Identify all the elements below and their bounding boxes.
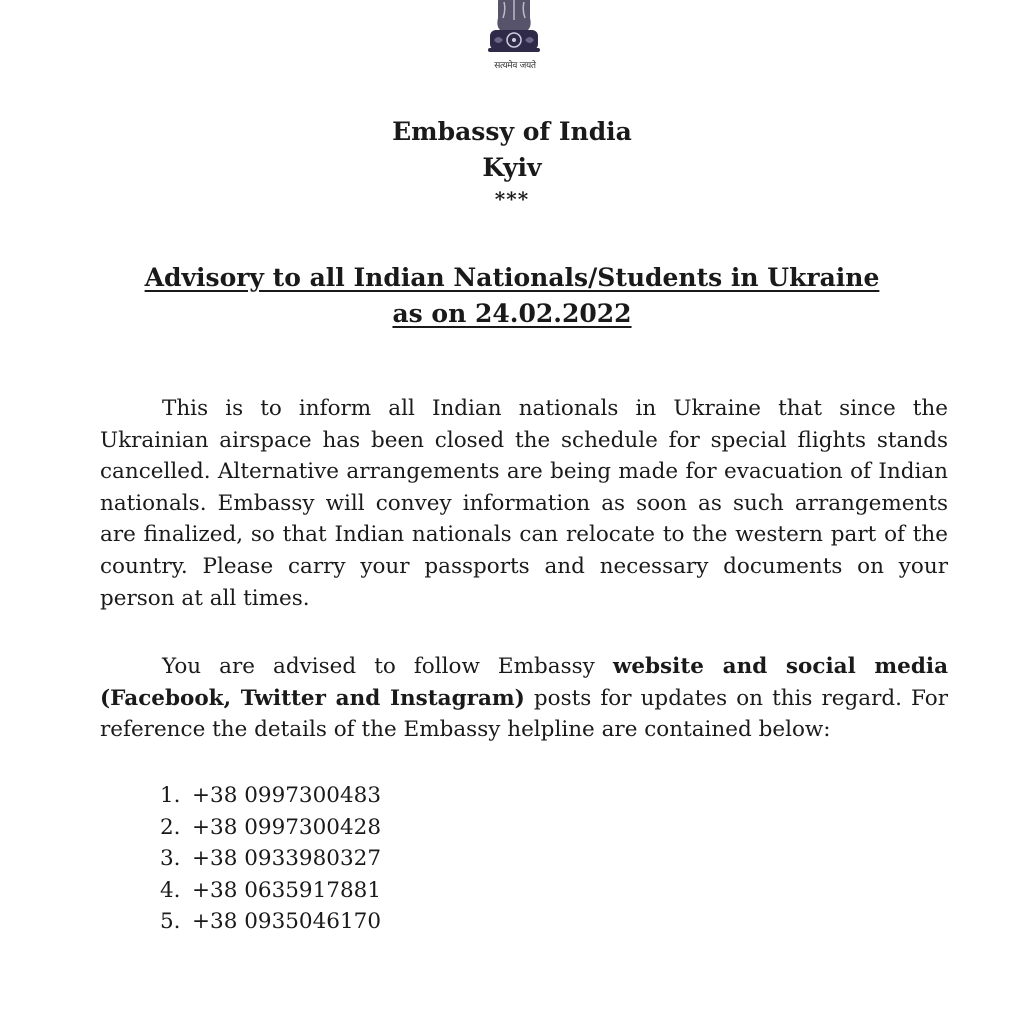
paragraph-bold-text: website and social media (Facebook, Twitter and Instagram) (100, 654, 948, 711)
separator: *** (494, 187, 530, 211)
helpline-index: 3. (160, 846, 181, 872)
helpline-index: 4. (160, 877, 181, 903)
helpline-item (160, 780, 381, 812)
helpline-index: 1. (160, 783, 181, 808)
helpline-phone: +38 0997300483 (192, 783, 381, 808)
helpline-item (160, 875, 381, 907)
helpline-phone: +38 0935046170 (192, 909, 381, 935)
paragraph-follow-updates (100, 651, 948, 746)
paragraph-text: posts for updates on this regard. For reference the details of the Embassy helpline are contained below: (100, 685, 948, 743)
helpline-item (160, 906, 381, 938)
advisory-title: Advisory to all Indian Nationals/Students in Ukraine (144, 263, 880, 292)
helpline-index: 2. (160, 814, 181, 840)
helpline-index: 5. (160, 909, 181, 935)
helpline-phone: +38 0933980327 (192, 846, 381, 872)
helpline-list (160, 780, 381, 938)
helpline-item (160, 843, 381, 875)
organization-name: Embassy of India (392, 117, 632, 146)
paragraph-text: You are advised to follow Embassy (162, 654, 613, 679)
helpline-item (160, 812, 381, 844)
helpline-phone: +38 0635917881 (192, 877, 381, 903)
helpline-phone: +38 0997300428 (192, 814, 381, 840)
city-name: Kyiv (482, 153, 542, 182)
advisory-date: as on 24.02.2022 (392, 299, 632, 328)
paragraph-flights-cancelled: This is to inform all Indian nationals in Ukraine that since the Ukrainian airspace has been closed the schedule for special flights stands cancelled. Alternative arrangements are being made for evacuation of Indian nationals. Embassy will convey information as soon as such arrangements are finalized, so that Indian nationals can relocate to the western part of the country. Please carry your passports and necessary documents on your person at all times. (100, 396, 948, 611)
emblem-motto: सत्यमेव जयते (494, 61, 536, 71)
